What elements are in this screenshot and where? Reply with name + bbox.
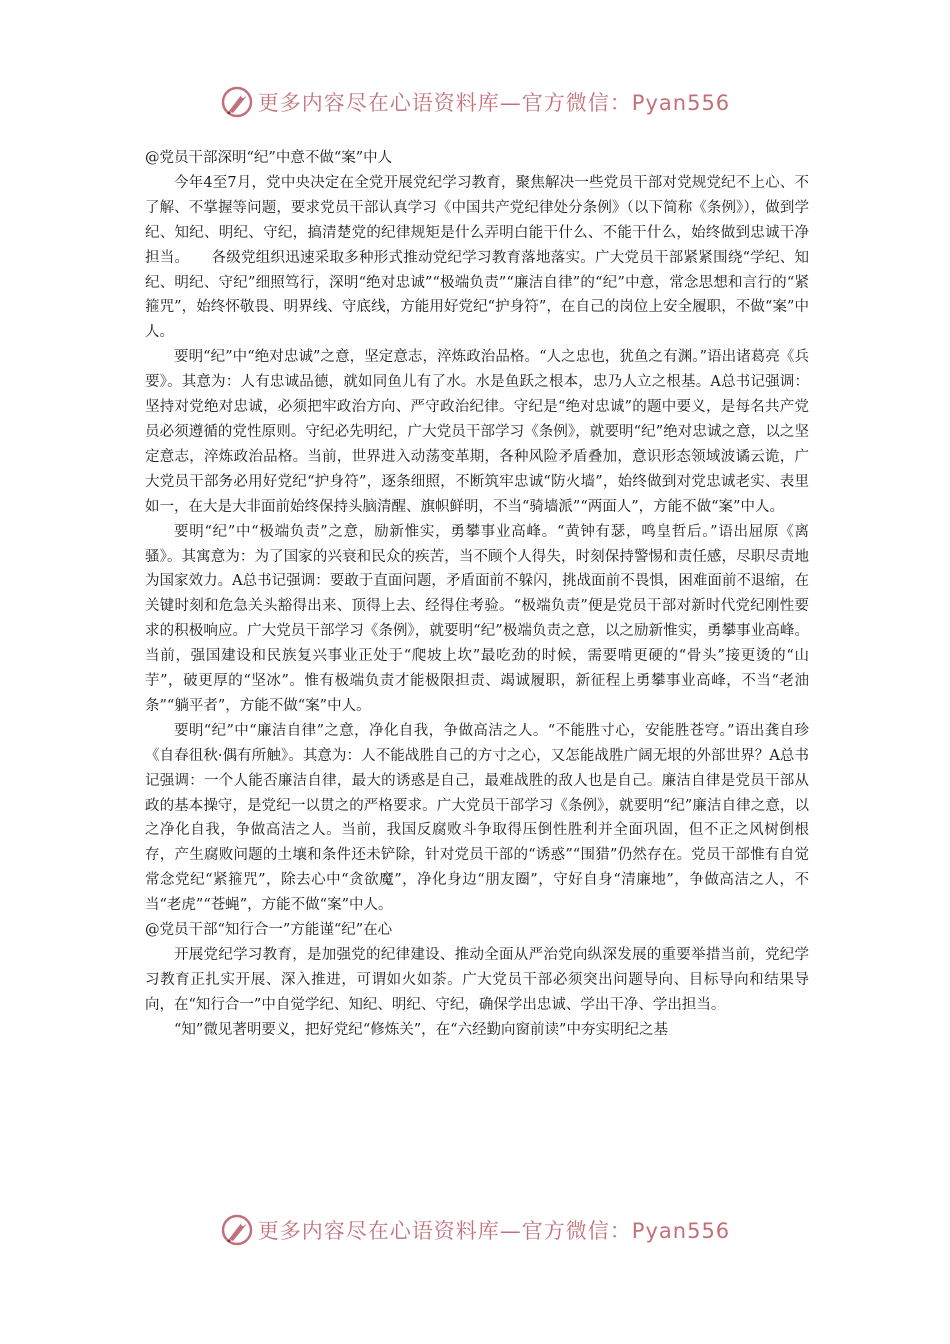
watermark-banner-bottom xyxy=(0,1210,950,1250)
paragraph: “知”微见著明要义，把好党纪“修炼关”，在“六经勤向窗前读”中夯实明纪之基 xyxy=(174,1021,668,1038)
watermark-banner-text: 更多内容尽在心语资料库—官方微信：Pyan556 xyxy=(257,91,731,115)
pen-nib-logo-icon xyxy=(220,85,254,119)
watermark-banner-text: 更多内容尽在心语资料库—官方微信：Pyan556 xyxy=(257,1219,731,1243)
paragraph: 今年4至7月，党中央决定在全党开展党纪学习教育，聚焦解决一些党员干部对党规党纪不上心、不了解、不掌握等问题，要求党员干部认真学习《中国共产党纪律处分条例》（以下简称《条例》），做到学纪、知纪、明纪、守纪，搞清楚党的纪律规矩是什么弄明白能干什么、不能干什么，始终做到忠诚干净担当。 各级党组织迅速采取多种形式推动党纪学习教育落地落实。广大党员干部紧紧围绕“学纪、知纪、明纪、守纪”细照笃行，深明“绝对忠诚”“极端负责”“廉洁自律”的“纪”中意，常念思想和言行的“紧箍咒”，始终怀敬畏、明界线、守底线，方能用好党纪“护身符”，在自己的岗位上安全履职，不做“案”中人。 xyxy=(145,174,809,341)
paragraph: 开展党纪学习教育，是加强党的纪律建设、推动全面从严治党向纵深发展的重要举措当前，党纪学习教育正扎实开展、深入推进，可谓如火如荼。广大党员干部必须突出问题导向、目标导向和结果导向，在“知行合一”中自觉学纪、知纪、明纪、守纪，确保学出忠诚、学出干净、学出担当。 xyxy=(145,947,809,1013)
watermark-banner-top xyxy=(0,82,950,122)
section-heading-1: @党员干部深明“纪”中意不做“案”中人 xyxy=(145,150,393,166)
pen-nib-logo-icon xyxy=(220,1213,254,1247)
paragraph: 要明“纪”中“绝对忠诚”之意，坚定意志，淬炼政治品格。“人之忠也，犹鱼之有渊。”语出诸葛亮《兵要》。其意为：人有忠诚品德，就如同鱼儿有了水。水是鱼跃之根本，忠乃人立之根基。A总书记强调：坚持对党绝对忠诚，必须把牢政治方向、严守政治纪律。守纪是“绝对忠诚”的题中要义，是每名共产党员必须遵循的党性原则。守纪必先明纪，广大党员干部学习《条例》，就要明“纪”绝对忠诚之意，以之坚定意志，淬炼政治品格。当前，世界进入动荡变革期，各种风险矛盾叠加，意识形态领域波谲云诡，广大党员干部务必用好党纪“护身符”，逐条细照，不断筑牢忠诚“防火墙”，始终做到对党忠诚老实、表里如一，在大是大非面前始终保持头脑清醒、旗帜鲜明，不当“骑墙派”“两面人”，方能不做“案”中人。 xyxy=(145,349,809,515)
document-body xyxy=(145,146,809,1043)
paragraph: 要明“纪”中“极端负责”之意，励新惟实，勇攀事业高峰。“黄钟有瑟，鸣皇哲后。”语出屈原《离骚》。其寓意为：为了国家的兴衰和民众的疾苦，当不顾个人得失，时刻保持警惕和责任感，尽职尽责地为国家效力。A总书记强调：要敢于直面问题，矛盾面前不躲闪，挑战面前不畏惧，困难面前不退缩，在关键时刻和危急关头豁得出来、顶得上去、经得住考验。“极端负责”便是党员干部对新时代党纪刚性要求的积极响应。广大党员干部学习《条例》，就要明“纪”极端负责之意，以之励新惟实，勇攀事业高峰。当前，强国建设和民族复兴事业正处于“爬坡上坎”最吃劲的时候，需要啃更硬的“骨头”接更烫的“山芋”，破更厚的“坚冰”。惟有极端负责才能极限担责、竭诚履职，新征程上勇攀事业高峰，不当“老油条”“躺平者”，方能不做“案”中人。 xyxy=(145,523,809,714)
section-heading-2: @党员干部“知行合一”方能谨“纪”在心 xyxy=(145,922,393,939)
paragraph: 要明“纪”中“廉洁自律”之意，净化自我，争做高洁之人。“不能胜寸心，安能胜苍穹。”语出龚自珍《自春徂秋·偶有所触》。其意为：人不能战胜自己的方寸之心，又怎能战胜广阔无垠的外部世界？A总书记强调：一个人能否廉洁自律，最大的诱惑是自己，最难战胜的敌人也是自己。廉洁自律是党员干部从政的基本操守，是党纪一以贯之的严格要求。广大党员干部学习《条例》，就要明“纪”廉洁自律之意，以之净化自我，争做高洁之人。当前，我国反腐败斗争取得压倒性胜利并全面巩固，但不正之风树倒根存，产生腐败问题的土壤和条件还未铲除，针对党员干部的“诱惑”“围猎”仍然存在。党员干部惟有自觉常念党纪“紧箍咒”，除去心中“贪欲魔”，净化身边“朋友圈”，守好自身“清廉地”，争做高洁之人，不当“老虎”“苍蝇”，方能不做“案”中人。 xyxy=(145,722,809,914)
